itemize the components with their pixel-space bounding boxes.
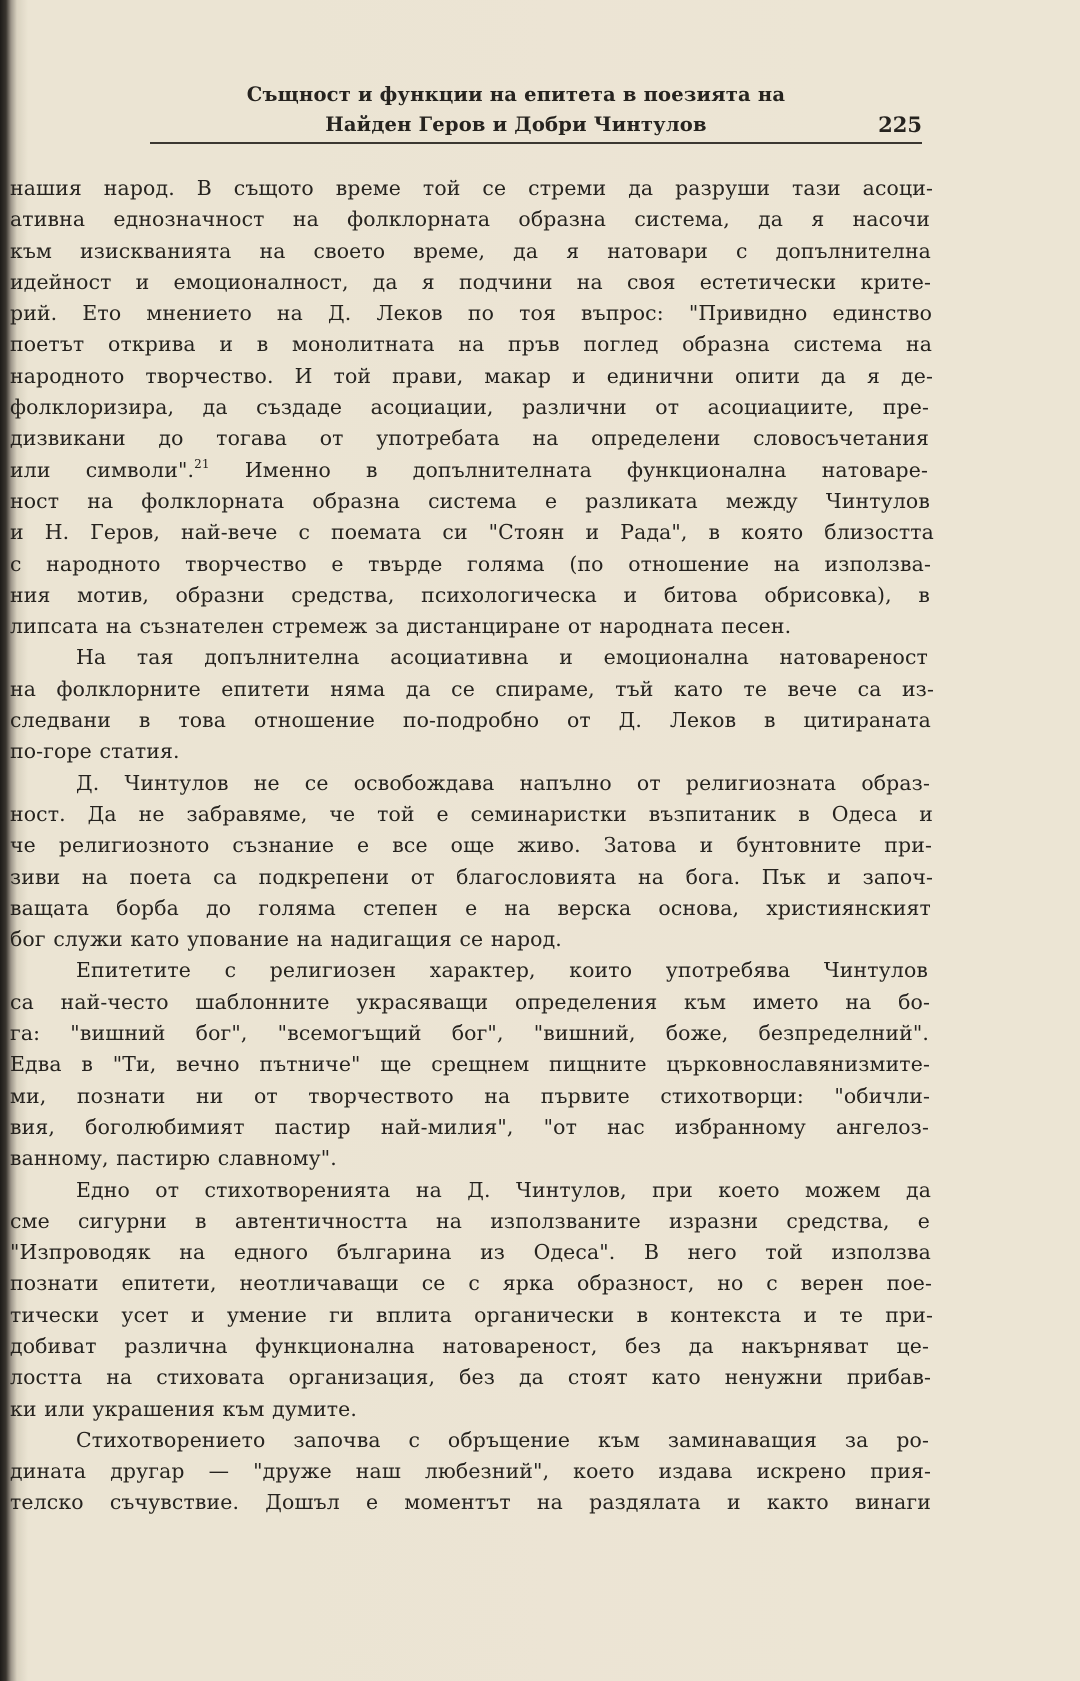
text-line: фолклоризира, да създаде асоциации, различни от асоциациите, пре- [10,395,929,420]
text-line: бог служи като упование на надигащия се народ. [10,927,562,952]
text-line: Едва в "Ти, вечно пътниче" ще срещнем пищните църковнославянизмите- [10,1052,930,1077]
text-line: рий. Ето мнението на Д. Леков по тоя въпрос: "Привидно единство [10,301,932,326]
text-line: На тая допълнителна асоциативна и емоционална натовареност [76,645,928,670]
running-header-title [190,80,842,140]
text-line: "Изпроводяк на едного българина из Одеса". В него той използва [10,1240,931,1265]
text-line: ми, познати ни от творчеството на първите стихотворци: "обичли- [10,1083,930,1108]
text-line: сме сигурни в автентичността на използваните изразни средства, е [10,1208,930,1233]
header-title-line-1: Същност и функции на епитета в поезията на [246,83,786,106]
text-line: ативна еднозначност на фолклорната образна система, да я насочи [10,207,930,232]
header-title-line-2: Найден Геров и Добри Чинтулов [325,113,707,136]
paragraph-1 [10,173,934,642]
text-line: към изискванията на своето време, да я натовари с допълнителна [10,238,931,263]
text-line: дизвикани до тогава от употребата на определени словосъчетания [10,426,929,451]
text-line: лостта на стиховата организация, без да стоят като ненужни прибав- [10,1365,931,1390]
text-line: га: "вишний бог", "всемогъщий бог", "вишний, боже, безпределний". [10,1021,929,1046]
footnote-reference: 21 [194,456,210,471]
running-header [150,80,922,144]
text-line: че религиозното съзнание е все още живо. Затова и бунтовните при- [10,833,932,858]
text-line: ност. Да не забравяме, че той е семинаристки възпитаник в Одеса и [10,801,933,826]
paragraph-2 [10,642,934,767]
text-line: и Н. Геров, най-вече с поемата си "Стоян и Рада", в която близостта [10,520,934,545]
paragraph-6 [10,1425,931,1519]
text-line: поетът открива и в монолитната на пръв поглед образна система на [10,332,932,357]
text-line: с народното творчество е твърде голяма (по отношение на използва- [10,551,931,576]
text-line: следвани в това отношение по-подробно от Д. Леков в цитираната [10,708,931,733]
text-line: са най-често шаблонните украсяващи определения към името на бо- [10,989,930,1014]
text-line-with-footnote [10,455,928,486]
text-line: ност на фолклорната образна система е разликата между Чинтулов [10,488,930,513]
text-line: на фолклорните епитети няма да се спираме, тъй като те вече са из- [10,676,934,701]
page-number: 225 [878,112,922,137]
text-line: липсата на съзнателен стремеж за дистанциране от народната песен. [10,614,792,639]
text-fragment: или символи". [10,457,195,482]
text-line: Стихотворението започва с обръщение към заминаващия за ро- [76,1427,929,1452]
text-line: ния мотив, образни средства, психологическа и битова обрисовка), в [10,582,930,607]
text-line: ващата борба до голяма степен е на верска основа, християнският [10,895,931,920]
text-line: Д. Чинтулов не се освобождава напълно от религиозната образ- [76,770,930,795]
paragraph-3 [10,768,933,956]
text-line: вия, боголюбимият пастир най-милия", "от нас избранному ангелоз- [10,1114,929,1139]
text-line: ки или украшения към думите. [10,1396,358,1421]
text-line: ванному, пастирю славному". [10,1146,337,1171]
text-line: народното творчество. И той прави, макар и единични опити да я де- [10,363,933,388]
text-fragment: Именно в допълнителната функционална натоваре- [209,457,928,482]
text-line: телско съчувствие. Дошъл е моментът на раздялата и както винаги [10,1490,931,1515]
text-line: тически усет и умение ги вплита органически в контекста и те при- [10,1302,933,1327]
paragraph-4 [10,955,930,1174]
paragraph-5 [10,1175,933,1425]
text-line: дината другар — "друже наш любезний", което издава искрено прия- [10,1459,931,1484]
text-line: добиват различна функционална натовареност, без да накърняват це- [10,1333,929,1358]
body-text [10,173,934,1519]
text-line: нашия народ. В същото време той се стреми да разруши тази асоци- [10,176,933,200]
text-line: познати епитети, неотличаващи се с ярка образност, но с верен пое- [10,1271,932,1296]
text-line: Едно от стихотворенията на Д. Чинтулов, при което можем да [76,1177,931,1202]
text-line: Епитетите с религиозен характер, които употребява Чинтулов [76,958,928,983]
text-line: по-горе статия. [10,739,180,764]
text-line: зиви на поета са подкрепени от благословията на бога. Пък и започ- [10,864,933,889]
text-line: идейност и емоционалност, да я подчини на своя естетически крите- [10,269,931,294]
